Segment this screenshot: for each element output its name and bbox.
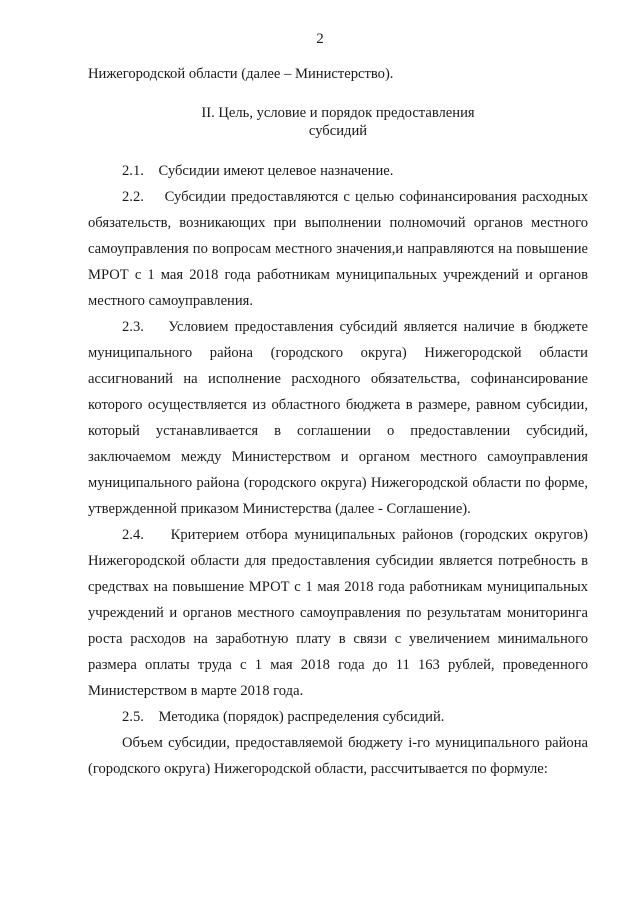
paragraph-number: 2.2.: [122, 189, 144, 205]
paragraph-text: Субсидии имеют целевое назначение.: [158, 163, 394, 179]
document-body: [88, 61, 588, 782]
page-number: 2: [316, 31, 324, 47]
paragraph-number: 2.3.: [122, 319, 144, 335]
paragraph-text: Субсидии предоставляются с целью софинансирования расходных обязательств, возникающих при выполнении полномочий органов местного самоуправления по вопросам местного значения,и направляются на повышение МРОТ с 1 мая 2018 года работникам муниципальных учреждений и органов местного самоуправления.: [88, 189, 589, 309]
paragraph-2-1: [88, 158, 588, 184]
paragraph-number: 2.1.: [122, 163, 144, 179]
paragraph-2-2: [88, 184, 588, 314]
closing-paragraph: Объем субсидии, предоставляемой бюджету i-го муниципального района (городского округа) Нижегородской области, рассчитывается по формуле:: [88, 735, 588, 777]
paragraph-2-5: [88, 704, 588, 730]
section-title-line-2: субсидий: [308, 123, 368, 139]
paragraph-2-3: [88, 314, 588, 522]
paragraph-2-4: [88, 522, 588, 704]
continuation-text: Нижегородской области (далее – Министерство).: [88, 66, 394, 82]
paragraph-text: Условием предоставления субсидий является наличие в бюджете муниципального района (городского округа) Нижегородской области ассигнований на исполнение расходного обязательства, софинансирование которого осуществляется из областного бюджета в размере, равном субсидии, который устанавливается в соглашении о предоставлении субсидий, заключаемом между Министерством и органом местного самоуправления муниципального района (городского округа) Нижегородской области по форме, утвержденной приказом Министерства (далее - Соглашение).: [88, 319, 588, 517]
paragraph-number: 2.4.: [122, 527, 144, 543]
paragraph-text: Критерием отбора муниципальных районов (городских округов) Нижегородской области для предоставления субсидии является потребность в средствах на повышение МРОТ с 1 мая 2018 года работникам муниципальных учреждений и органов местного самоуправления по результатам мониторинга роста расходов на заработную плату в связи с увеличением минимального размера оплаты труда с 1 мая 2018 года до 11 163 рублей, проведенного Министерством в марте 2018 года.: [88, 527, 588, 699]
paragraph-number: 2.5.: [122, 709, 144, 725]
section-heading: [88, 104, 588, 140]
section-title-line-1: II. Цель, условие и порядок предоставления: [201, 105, 475, 121]
paragraph-text: Методика (порядок) распределения субсидий.: [158, 709, 445, 725]
